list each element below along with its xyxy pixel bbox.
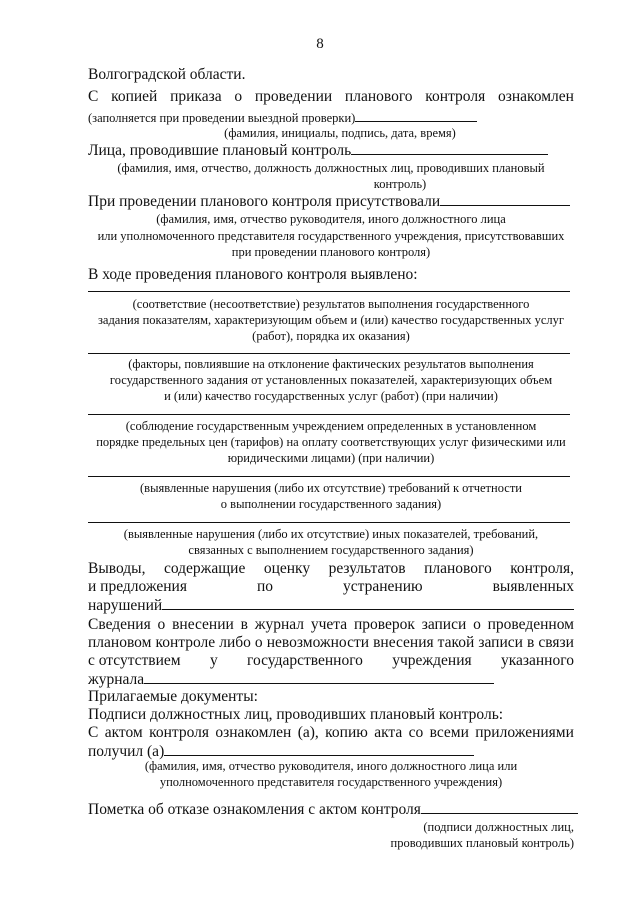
line-journal-1 (88, 616, 574, 634)
word: такой (437, 634, 475, 651)
caption-findings-1c: (работ), порядка их оказания) (252, 329, 410, 343)
word: о (234, 88, 243, 105)
word: внесения (373, 634, 434, 651)
word: с отсутствием (88, 652, 181, 669)
line-conclusions-1 (88, 560, 574, 578)
word: ознакомлен (497, 88, 574, 105)
inspectors-label: Лица, проводившие плановый контроль (88, 142, 352, 159)
blank-inspectors (351, 141, 548, 155)
word: государственного (247, 652, 363, 669)
blank-refusal (421, 800, 578, 814)
caption-findings-2c: и (или) качество государственных услуг (работ) (при наличии) (164, 389, 498, 403)
word: планового (344, 88, 413, 105)
blank-conclusions (162, 596, 574, 610)
word: по (256, 578, 274, 595)
line-order-acquainted (88, 88, 574, 106)
journal-end: журнала (88, 671, 145, 688)
word: результатов (328, 560, 406, 577)
blank-received (164, 742, 474, 756)
word: акта (374, 724, 403, 741)
word: проведении (254, 88, 333, 105)
caption-findings-2b: государственного задания от установленных показателей, характеризующих объем (109, 373, 553, 387)
word: либо (219, 634, 251, 651)
word: ознакомлен (215, 724, 292, 741)
caption-findings-5a: (выявленные нарушения (либо их отсутствие) иных показателей, требований, (123, 527, 539, 541)
word: выявленных (492, 578, 574, 595)
word: учета (310, 616, 348, 633)
word: контроля, (510, 560, 574, 577)
word: устранению (343, 578, 423, 595)
word: С (88, 88, 99, 105)
caption-findings-1a: (соответствие (несоответствие) результатов выполнения государственного (132, 297, 530, 311)
word: планового (424, 560, 492, 577)
caption-attendees-3: при проведении планового контроля) (231, 245, 431, 259)
attendees-label: При проведении планового контроля присутствовали (88, 193, 441, 210)
line-journal-3 (88, 652, 574, 670)
line-refusal (88, 800, 574, 819)
line-conclusions-2 (88, 578, 574, 596)
caption-attendees-1: (фамилия, имя, отчество руководителя, иного должностного лица (156, 212, 506, 226)
word: (а), (297, 724, 319, 741)
caption-received-2: уполномоченного представителя государственного учреждения) (159, 775, 503, 789)
word: Выводы, (88, 560, 146, 577)
line-region-end: Волгоградской области. (88, 66, 246, 83)
line-attendees (88, 192, 574, 211)
word: актом (104, 724, 143, 741)
word: содержащие (163, 560, 246, 577)
word: учреждения (392, 652, 472, 669)
caption-findings-5b: связанных с выполнением государственного задания) (188, 543, 474, 557)
word: контроля (425, 88, 486, 105)
visit-note-text: (заполняется при проведении выездной проверки) (88, 111, 356, 125)
caption-findings-4b: о выполнении государственного задания) (220, 497, 442, 511)
caption-refusal-2: проводивших плановый контроль) (390, 836, 574, 850)
word: плановом (88, 634, 152, 651)
blank-findings-4 (88, 476, 570, 477)
caption-findings-3a: (соблюдение государственным учреждением определенных в установленном (125, 419, 537, 433)
blank-acquainted (355, 108, 477, 122)
line-attachments: Прилагаемые документы: (88, 688, 258, 705)
caption-findings-3b: порядке предельных цен (тарифов) на оплату соответствующих услуг физическими или (96, 435, 566, 449)
line-signatures: Подписи должностных лиц, проводивших плановый контроль: (88, 706, 504, 723)
word: контроля (149, 724, 210, 741)
line-journal-4 (88, 670, 574, 689)
word: внесении (172, 616, 234, 633)
caption-fio-signature: (фамилия, инициалы, подпись, дата, время) (224, 126, 456, 140)
word: у (209, 652, 218, 669)
refusal-label: Пометка об отказе ознакомления с актом контроля (88, 801, 421, 818)
line-act-acquainted (88, 724, 574, 742)
word: о (157, 616, 166, 633)
word: в (240, 616, 248, 633)
blank-findings-1 (88, 291, 570, 292)
blank-findings-3 (88, 414, 570, 415)
caption-findings-1b: задания показателям, характеризующим объем и (или) качество государственных услуг (97, 313, 565, 327)
word: журнал (254, 616, 305, 633)
word: приложениями (475, 724, 574, 741)
caption-findings-3c: юридическими лицами) (при наличии) (227, 451, 435, 465)
word: со (408, 724, 424, 741)
word: приказа (170, 88, 222, 105)
line-journal-2 (88, 634, 574, 652)
caption-refusal-1: (подписи должностных лиц, (423, 820, 574, 834)
line-conclusions-3 (88, 596, 574, 615)
word: в (526, 634, 535, 651)
blank-findings-2 (88, 353, 570, 354)
blank-attendees (440, 192, 570, 206)
blank-journal (144, 670, 494, 684)
word: проверок (353, 616, 415, 633)
word: записи (421, 616, 467, 633)
word: копию (325, 724, 368, 741)
caption-attendees-2: или уполномоченного представителя государственного учреждения, присутствовавших (97, 229, 565, 243)
word: связи (538, 634, 574, 651)
caption-findings-2a: (факторы, повлиявшие на отклонение фактических результатов выполнения (128, 357, 534, 371)
word: проведенном (487, 616, 574, 633)
word: и предложения (88, 578, 187, 595)
line-inspectors (88, 141, 574, 160)
conclusions-end: нарушений (88, 597, 163, 614)
word: невозможности (266, 634, 370, 651)
word: Сведения (88, 616, 151, 633)
line-findings-heading: В ходе проведения планового контроля выявлено: (88, 266, 418, 283)
word: о (473, 616, 481, 633)
word: контроле (155, 634, 216, 651)
word: записи (478, 634, 523, 651)
caption-findings-4a: (выявленные нарушения (либо их отсутствие) требований к отчетности (140, 481, 522, 495)
word: оценку (263, 560, 311, 577)
word: всеми (429, 724, 469, 741)
word: копией (111, 88, 158, 105)
word: С (88, 724, 99, 741)
caption-inspectors-1: (фамилия, имя, отчество, должность должностных лиц, проводивших плановый (117, 161, 545, 175)
caption-inspectors-2: контроль) (373, 177, 427, 191)
word: о (254, 634, 263, 651)
word: указанного (500, 652, 574, 669)
blank-findings-5 (88, 522, 570, 523)
caption-received-1: (фамилия, имя, отчество руководителя, иного должностного лица или (144, 759, 518, 773)
received-label: получил (а) (88, 743, 165, 760)
page-number: 8 (316, 36, 324, 52)
